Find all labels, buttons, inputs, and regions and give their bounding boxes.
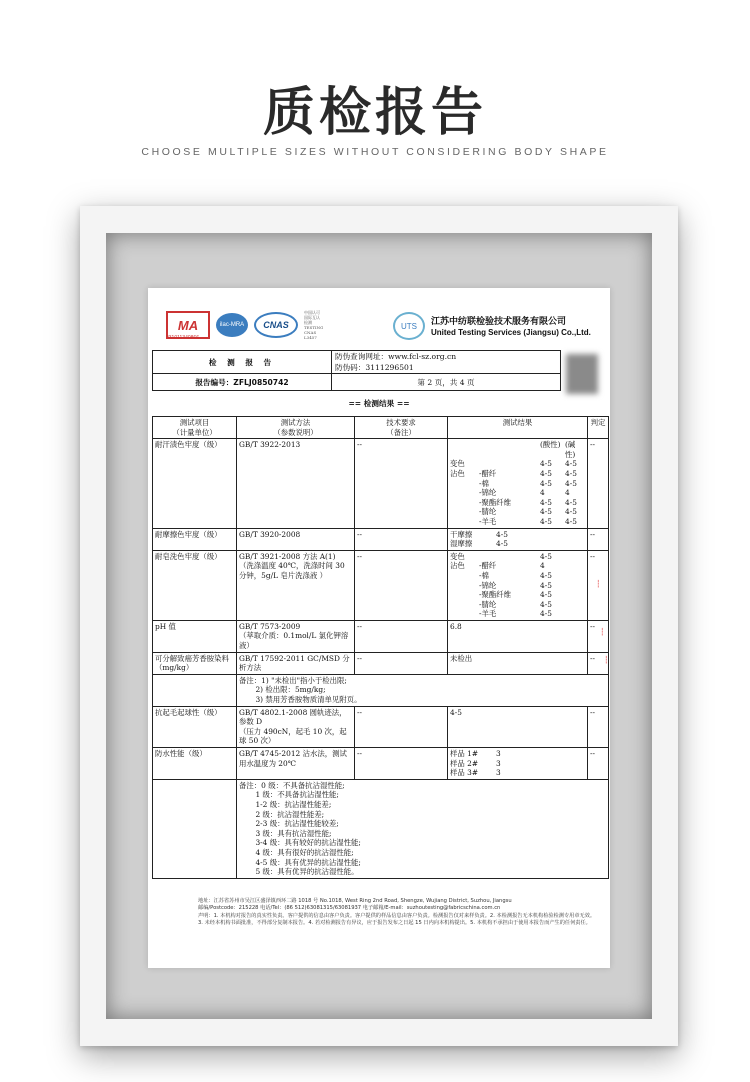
result-cell: 4-5: [565, 497, 577, 507]
column-header: 判定: [588, 417, 609, 439]
test-requirement: --: [355, 620, 448, 652]
page-title: 质检报告: [262, 83, 487, 143]
result-cell: 4-5: [565, 478, 577, 488]
cnas-logo-icon: CNAS: [254, 312, 298, 338]
result-cell: [565, 590, 585, 600]
test-method: GB/T 3920-2008: [237, 528, 355, 550]
test-requirement: --: [355, 528, 448, 550]
result-cell: [450, 571, 478, 581]
test-result: [448, 439, 588, 528]
verdict: --: [588, 550, 609, 620]
result-grid: [450, 552, 585, 619]
result-cell: 4-5: [565, 507, 577, 517]
result-cell: 湿摩擦: [450, 539, 473, 549]
test-item: 可分解致癌芳香胺染料（mg/kg）: [153, 652, 237, 674]
result-cell: 4-5: [540, 516, 552, 526]
verdict: --: [588, 652, 609, 674]
result-cell: -腈纶: [479, 507, 497, 517]
result-cell: 4-5: [565, 468, 577, 478]
result-cell: 样品 1#: [450, 749, 479, 758]
verdict: --: [588, 439, 609, 528]
result-cell: 干摩擦: [450, 529, 473, 539]
result-cell: 4-5: [540, 590, 552, 600]
ilac-mra-logo-icon: ilac-MRA: [216, 313, 248, 337]
test-result: [448, 748, 588, 780]
result-cell: [450, 517, 478, 527]
column-header: 测试结果: [448, 417, 588, 439]
test-result: 6.8: [448, 620, 588, 652]
result-cell: 4-5: [540, 468, 552, 478]
result-cell: -棉: [479, 570, 489, 580]
table-header-row: [153, 417, 609, 439]
result-cell: -腈纶: [479, 599, 497, 609]
report-footer: [198, 898, 598, 928]
result-cell: (酸性): [540, 440, 561, 450]
result-cell: [450, 590, 478, 600]
test-item: pH 值: [153, 620, 237, 652]
test-requirement: --: [355, 706, 448, 747]
result-cell: 3: [496, 758, 501, 768]
table-row: [153, 706, 609, 747]
test-result: [448, 528, 588, 550]
result-cell: 样品 2#: [450, 758, 479, 768]
note-row: [153, 779, 609, 878]
test-item: 耐皂洗色牢度（级）: [153, 550, 237, 620]
verdict: --: [588, 706, 609, 747]
test-result: 4-5: [448, 706, 588, 747]
red-seal-mark: ┆: [596, 580, 601, 588]
note-row: [153, 674, 609, 706]
result-cell: -聚酯纤维: [479, 590, 512, 600]
note-text: 备注：1) "未检出"指小于检出限; 2) 检出限：5mg/kg; 3) 禁用芳香胺物质清单见附页。: [237, 674, 609, 706]
table-row: [153, 439, 609, 528]
report-title: 检 测 报 告: [153, 351, 332, 374]
verdict: --: [588, 620, 609, 652]
table-row: [153, 528, 609, 550]
result-cell: [450, 498, 478, 508]
result-cell: [450, 488, 478, 498]
test-item: 抗起毛起球性（级）: [153, 706, 237, 747]
footer-address: 地址：江苏省苏州市吴江区盛泽镇西环二路 1018 号 No.1018, West Ring 2nd Road, Shengze, Wujiang District, Suzhou, Jiangsu: [198, 898, 512, 904]
result-cell: -锦纶: [479, 488, 497, 498]
result-cell: [479, 459, 539, 469]
anti-fake-code: 防伪码：3111296501: [335, 363, 414, 372]
note-spacer: [153, 674, 237, 706]
red-seal-mark: ┆: [604, 656, 609, 664]
result-cell: 4-5: [540, 507, 552, 517]
verdict: --: [588, 748, 609, 780]
result-cell: [450, 507, 478, 517]
result-cell: -醋纤: [479, 561, 497, 571]
table-row: [153, 748, 609, 780]
result-cell: [565, 581, 585, 591]
test-item: 耐汗渍色牢度（级）: [153, 439, 237, 528]
result-cell: 变色: [450, 551, 465, 561]
table-row: [153, 620, 609, 652]
result-cell: -羊毛: [479, 516, 497, 526]
result-grid: [450, 749, 585, 778]
result-cell: [479, 552, 539, 562]
note-text: 备注：0 级：不具备抗沾湿性能; 1 级：不具备抗沾湿性能; 1-2 级：抗沾湿性能差; 2 级：抗沾湿性能差; 2-3 级：抗沾湿性能较差; 3 级：具有抗沾湿性能; 3-4 级：具有较好的抗沾湿性能; 4 级：具有很好的抗沾湿性能; 4-5 级：具有优异的抗沾湿性能; 5 级：具有优异的抗沾湿性能。: [237, 779, 609, 878]
report-header-table: [152, 350, 561, 391]
cma-number: 231011340866: [166, 335, 199, 341]
result-cell: [565, 561, 585, 571]
page-info: 第 2 页，共 4 页: [332, 374, 561, 391]
result-cell: (碱性): [565, 440, 576, 459]
result-cell: 3: [496, 749, 501, 758]
result-cell: 4-5: [540, 599, 552, 609]
table-row: [153, 652, 609, 674]
column-header: 测试项目 （计量单位）: [153, 417, 237, 439]
test-requirement: --: [355, 550, 448, 620]
result-cell: 4-5: [565, 516, 577, 526]
result-cell: 4-5: [540, 570, 552, 580]
red-seal-mark: ┆: [600, 628, 605, 636]
result-cell: 4-5: [565, 459, 577, 469]
result-cell: -聚酯纤维: [479, 497, 512, 507]
page-subtitle: CHOOSE MULTIPLE SIZES WITHOUT CONSIDERING BODY SHAPE: [141, 146, 609, 158]
blurred-qr-code: [566, 354, 598, 394]
test-method: GB/T 4745-2012 沾水法，测试用水温度为 20℃: [237, 748, 355, 780]
report-number: 报告编号：ZFLJ0850742: [153, 374, 332, 391]
report-paper: [148, 288, 610, 968]
note-spacer: [153, 779, 237, 878]
company-name-cn: 江苏中纺联检验技术服务有限公司: [431, 317, 567, 327]
test-method: GB/T 3922-2013: [237, 439, 355, 528]
result-cell: [450, 479, 478, 489]
test-requirement: --: [355, 652, 448, 674]
website-text: 防伪查询网址：www.fcl-sz.org.cn: [335, 352, 457, 361]
test-result: 未检出: [448, 652, 588, 674]
result-cell: [565, 609, 585, 619]
result-cell: 4-5: [540, 551, 552, 561]
result-cell: [565, 571, 585, 581]
result-cell: -羊毛: [479, 609, 497, 619]
result-cell: 4-5: [540, 459, 552, 469]
cnas-caption: 中国认可 国际互认 检测 TESTING CNAS L3457: [304, 310, 324, 340]
result-grid: [450, 530, 585, 549]
result-cell: -醋纤: [479, 468, 497, 478]
column-header: 测试方法 （参数说明）: [237, 417, 355, 439]
table-row: [153, 550, 609, 620]
report-query-info: [332, 351, 561, 374]
result-cell: [479, 440, 539, 459]
test-method: GB/T 17592-2011 GC/MSD 分析方法: [237, 652, 355, 674]
test-requirement: --: [355, 439, 448, 528]
result-grid: [450, 440, 585, 526]
result-cell: [450, 581, 478, 591]
test-item: 耐摩擦色牢度（级）: [153, 528, 237, 550]
result-cell: 4-5: [540, 609, 552, 619]
verdict: --: [588, 528, 609, 550]
result-cell: 4-5: [496, 529, 508, 539]
result-cell: 4-5: [540, 478, 552, 488]
result-cell: 沾色: [450, 468, 465, 478]
result-cell: 3: [496, 768, 501, 778]
result-cell: 变色: [450, 459, 465, 469]
result-cell: -棉: [479, 478, 489, 488]
result-cell: 样品 3#: [450, 768, 479, 778]
footer-contact: 邮编/Postcode：215228 电话/Tel：(86 512)63081315/63081937 电子邮箱/E-mail：suzhoutesting@fabricschina.com.cn: [198, 905, 501, 912]
result-cell: 4: [540, 488, 545, 498]
cma-logo-icon: MA: [166, 311, 210, 339]
test-method: GB/T 3921-2008 方法 A(1) （洗涤温度 40℃，洗涤时间 30 分钟，5g/L 皂片洗涤液 ）: [237, 550, 355, 620]
result-cell: 4-5: [540, 497, 552, 507]
test-requirement: --: [355, 748, 448, 780]
test-result: [448, 550, 588, 620]
column-header: 技术要求 （备注）: [355, 417, 448, 439]
result-cell: 4-5: [496, 539, 508, 549]
uts-logo-icon: UTS: [393, 312, 425, 340]
footer-statement: 声明：1. 本机构对报告的真实性负责。客户提供的信息由客户负责。客户提供的样品信息由客户负责。检测报告仅对来样负责。2. 本检测报告无本机构检验检测专用章无效。3. 未经本机构书面批准，不得部分复制本报告。4. 若对检测报告有异议，应于报告发布之日起 15 日内向本机构提出。5. 本机构不承担由于使用本报告而产生的任何责任。: [198, 912, 596, 927]
result-cell: 4-5: [540, 580, 552, 590]
result-cell: [450, 600, 478, 610]
result-cell: -锦纶: [479, 580, 497, 590]
result-cell: [565, 552, 585, 562]
company-name-en: United Testing Services (Jiangsu) Co.,Ltd.: [431, 328, 591, 337]
test-item: 防水性能（级）: [153, 748, 237, 780]
result-cell: [565, 600, 585, 610]
test-method: GB/T 4802.1-2008 圆轨迹法，参数 D （压力 490cN，起毛 10 次，起球 50 次）: [237, 706, 355, 747]
test-method: GB/T 7573-2009 （萃取介质：0.1mol/L 氯化钾溶液）: [237, 620, 355, 652]
result-cell: 4: [540, 561, 545, 571]
result-cell: [450, 609, 478, 619]
result-cell: 沾色: [450, 561, 465, 571]
result-cell: 4: [565, 488, 570, 498]
results-table: [152, 416, 609, 879]
section-title: == 检测结果 ==: [348, 399, 410, 408]
result-cell: [450, 440, 478, 459]
